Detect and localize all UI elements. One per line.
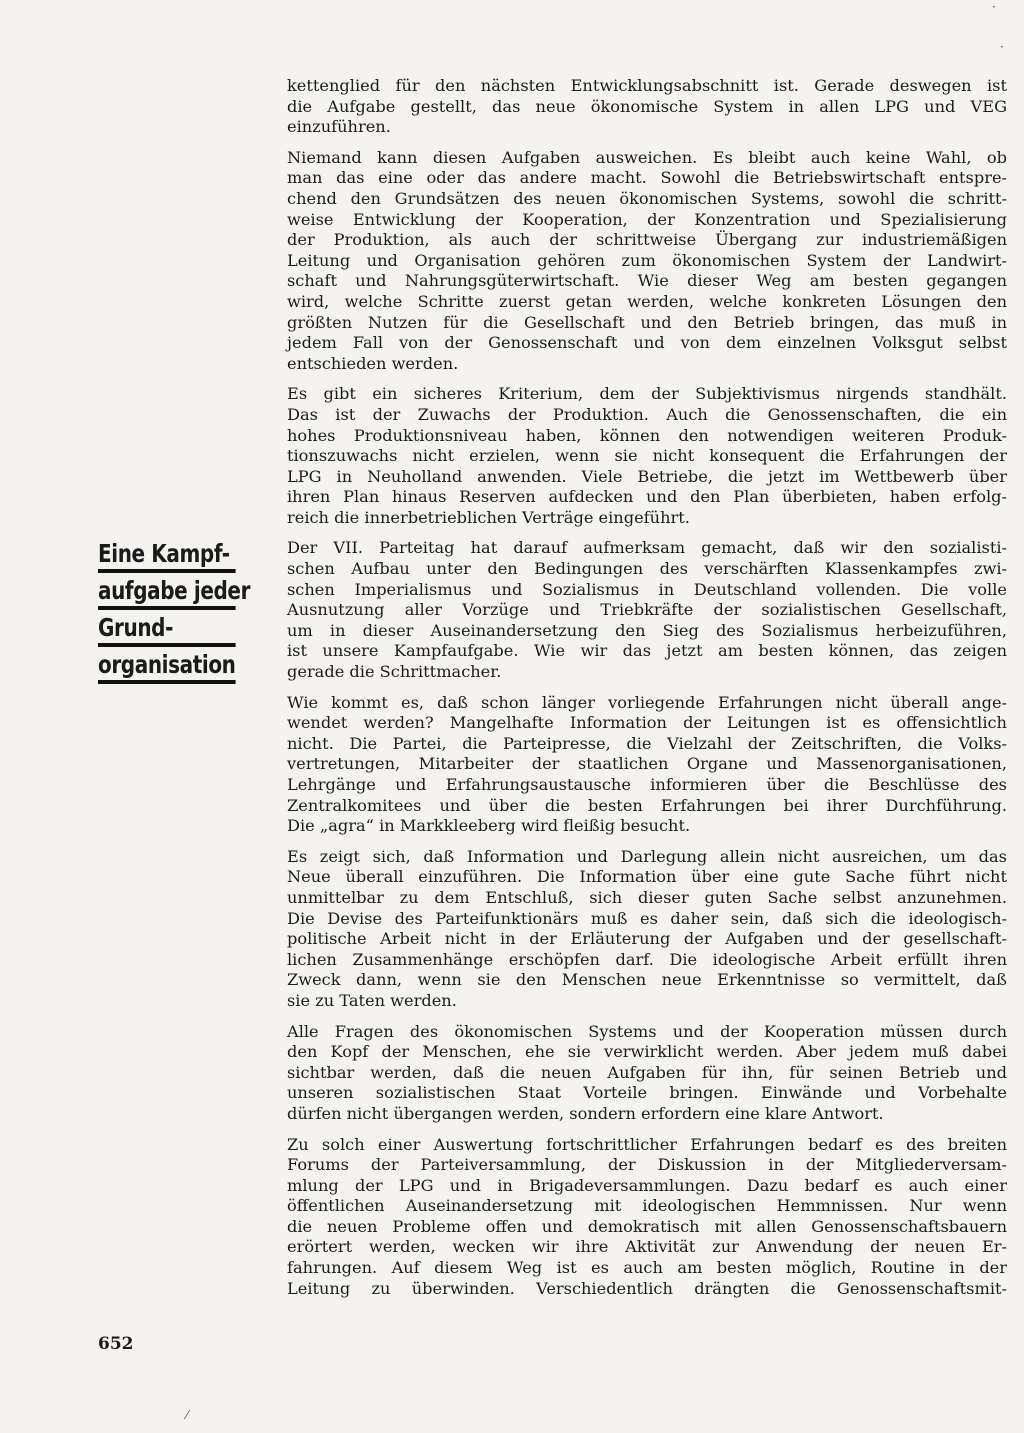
paragraph	[287, 693, 1007, 837]
text-line: weise Entwicklung der Kooperation, der Konzentration und Spezialisierung	[287, 209, 1007, 229]
paragraph	[287, 538, 1007, 682]
scan-speck: ·	[992, 0, 996, 14]
sidebar-heading-line: Grund-	[98, 614, 236, 647]
text-line: Leitung und Organisation gehören zum ökonomischen System der Landwirt-	[287, 250, 1007, 270]
text-line: erörtert werden, wecken wir ihre Aktivität zur Anwendung der neuen Er-	[287, 1237, 1007, 1257]
text-line: tionszuwachs nicht erzielen, wenn sie nicht konsequent die Erfahrungen der	[287, 446, 1007, 466]
scan-speck: ⁄	[186, 1408, 189, 1422]
text-line: jedem Fall von der Genossenschaft und von dem einzelnen Volksgut selbst	[287, 333, 1007, 353]
text-line: kettenglied für den nächsten Entwicklungsabschnitt ist. Gerade deswegen ist	[287, 76, 1007, 95]
text-line: schen Imperialismus und Sozialismus in Deutschland vollenden. Die volle	[287, 579, 1007, 599]
text-line: Wie kommt es, daß schon länger vorliegende Erfahrungen nicht überall ange-	[287, 692, 1007, 712]
text-line: den Kopf der Menschen, ehe sie verwirklicht werden. Aber jedem muß dabei	[287, 1042, 1007, 1062]
text-line: Es zeigt sich, daß Information und Darlegung allein nicht ausreichen, um das	[287, 846, 1007, 866]
text-line: Alle Fragen des ökonomischen Systems und der Kooperation müssen durch	[287, 1021, 1007, 1041]
paragraph	[287, 148, 1007, 375]
text-line: chend den Grundsätzen des neuen ökonomischen Systems, sowohl die schritt-	[287, 188, 1007, 208]
text-line: größten Nutzen für die Gesellschaft und den Betrieb bringen, das muß in	[287, 312, 1007, 332]
paragraph	[287, 1022, 1007, 1125]
text-line: mlung der LPG und in Brigadeversammlungen. Dazu bedarf es auch einer	[287, 1175, 1007, 1195]
text-line: wird, welche Schritte zuerst getan werden, welche konkreten Lösungen den	[287, 291, 1007, 311]
text-line: schen Aufbau unter den Bedingungen des verschärften Klassenkampfes zwi-	[287, 559, 1007, 579]
text-line: Der VII. Parteitag hat darauf aufmerksam gemacht, daß wir den sozialisti-	[287, 538, 1007, 558]
text-line: die Aufgabe gestellt, das neue ökonomische System in allen LPG und VEG	[287, 96, 1007, 116]
text-line: wendet werden? Mangelhafte Information der Leitungen ist es offensichtlich	[287, 713, 1007, 733]
paragraph	[287, 847, 1007, 1012]
sidebar-heading-line: Eine Kampf-	[98, 540, 236, 573]
text-line: um in dieser Auseinandersetzung den Sieg des Sozialismus herbeizuführen,	[287, 620, 1007, 640]
text-line: ihren Plan hinaus Reserven aufdecken und den Plan überbieten, haben erfolg-	[287, 487, 1007, 507]
text-line: reich die innerbetrieblichen Verträge eingeführt.	[287, 507, 690, 527]
text-line: Zentralkomitees und über die besten Erfahrungen bei ihrer Durchführung.	[287, 795, 1007, 815]
text-line: Lehrgänge und Erfahrungsaustausche informieren über die Beschlüsse des	[287, 775, 1007, 794]
text-line: nicht. Die Partei, die Parteipresse, die Vielzahl der Zeitschriften, die Volks-	[287, 733, 1007, 753]
text-line: Zweck dann, wenn sie den Menschen neue Erkenntnisse so vermittelt, daß	[287, 970, 1007, 990]
text-line: schaft und Nahrungsgüterwirtschaft. Wie dieser Weg am besten gegangen	[287, 271, 1007, 291]
text-line: sichtbar werden, daß die neuen Aufgaben für ihn, für seinen Betrieb und	[287, 1062, 1007, 1082]
text-line: sie zu Taten werden.	[287, 990, 457, 1010]
text-line: LPG in Neuholland anwenden. Viele Betriebe, die jetzt im Wettbewerb über	[287, 466, 1007, 486]
page-number: 652	[98, 1334, 134, 1354]
paragraph	[287, 384, 1007, 528]
text-line: ist unsere Kampfaufgabe. Wie wir das jetzt am besten können, das zeigen	[287, 641, 1007, 661]
text-line: Neue überall einzuführen. Die Information über eine gute Sache führt nicht	[287, 867, 1007, 887]
text-line: unmittelbar zu dem Entschluß, sich dieser guten Sache selbst anzunehmen.	[287, 887, 1007, 907]
text-line: Forums der Parteiversammlung, der Diskussion in der Mitgliederversam-	[287, 1155, 1007, 1175]
text-line: entschieden werden.	[287, 353, 459, 373]
paragraph	[287, 1135, 1007, 1300]
sidebar-heading-line: aufgabe jeder	[98, 577, 236, 610]
text-line: politische Arbeit nicht in der Erläuterung der Aufgaben und der gesellschaft-	[287, 929, 1007, 949]
text-line: Leitung zu überwinden. Verschiedentlich drängten die Genossenschaftsmit-	[287, 1278, 1007, 1298]
text-line: dürfen nicht übergangen werden, sondern erfordern eine klare Antwort.	[287, 1103, 884, 1123]
scan-speck: ·	[1000, 40, 1004, 54]
text-line: gerade die Schrittmacher.	[287, 662, 502, 682]
sidebar-heading	[98, 540, 270, 688]
text-line: Die Devise des Parteifunktionärs muß es daher sein, daß sich die ideologisch-	[287, 908, 1007, 928]
text-line: lichen Zusammenhänge erschöpfen darf. Die ideologische Arbeit erfüllt ihren	[287, 949, 1007, 969]
text-line: die neuen Probleme offen und demokratisch mit allen Genossenschaftsbauern	[287, 1216, 1007, 1236]
paragraph	[287, 76, 1007, 138]
text-line: einzuführen.	[287, 117, 391, 137]
text-line: Es gibt ein sicheres Kriterium, dem der Subjektivismus nirgends standhält.	[287, 384, 1007, 404]
text-line: der Produktion, als auch der schrittweise Übergang zur industriemäßigen	[287, 230, 1007, 250]
text-line: Niemand kann diesen Aufgaben ausweichen. Es bleibt auch keine Wahl, ob	[287, 147, 1007, 167]
text-line: Ausnutzung aller Vorzüge und Triebkräfte der sozialistischen Gesellschaft,	[287, 600, 1007, 620]
text-line: vertretungen, Mitarbeiter der staatlichen Organe und Massenorganisationen,	[287, 754, 1007, 774]
text-line: hohes Produktionsniveau haben, können den notwendigen weiteren Produk-	[287, 425, 1007, 445]
text-line: unseren sozialistischen Staat Vorteile bringen. Einwände und Vorbehalte	[287, 1083, 1007, 1103]
body-text-column	[287, 76, 1007, 1309]
text-line: man das eine oder das andere macht. Sowohl die Betriebswirtschaft entspre-	[287, 168, 1007, 188]
sidebar-heading-line: organisation	[98, 651, 236, 684]
text-line: Die „agra“ in Markkleeberg wird fleißig besucht.	[287, 816, 691, 836]
text-line: öffentlichen Auseinandersetzung mit ideologischen Hemmnissen. Nur wenn	[287, 1196, 1007, 1216]
text-line: Das ist der Zuwachs der Produktion. Auch die Genossenschaften, die ein	[287, 404, 1007, 424]
text-line: fahrungen. Auf diesem Weg ist es auch am besten möglich, Routine in der	[287, 1258, 1007, 1278]
text-line: Zu solch einer Auswertung fortschrittlicher Erfahrungen bedarf es des breiten	[287, 1134, 1007, 1154]
